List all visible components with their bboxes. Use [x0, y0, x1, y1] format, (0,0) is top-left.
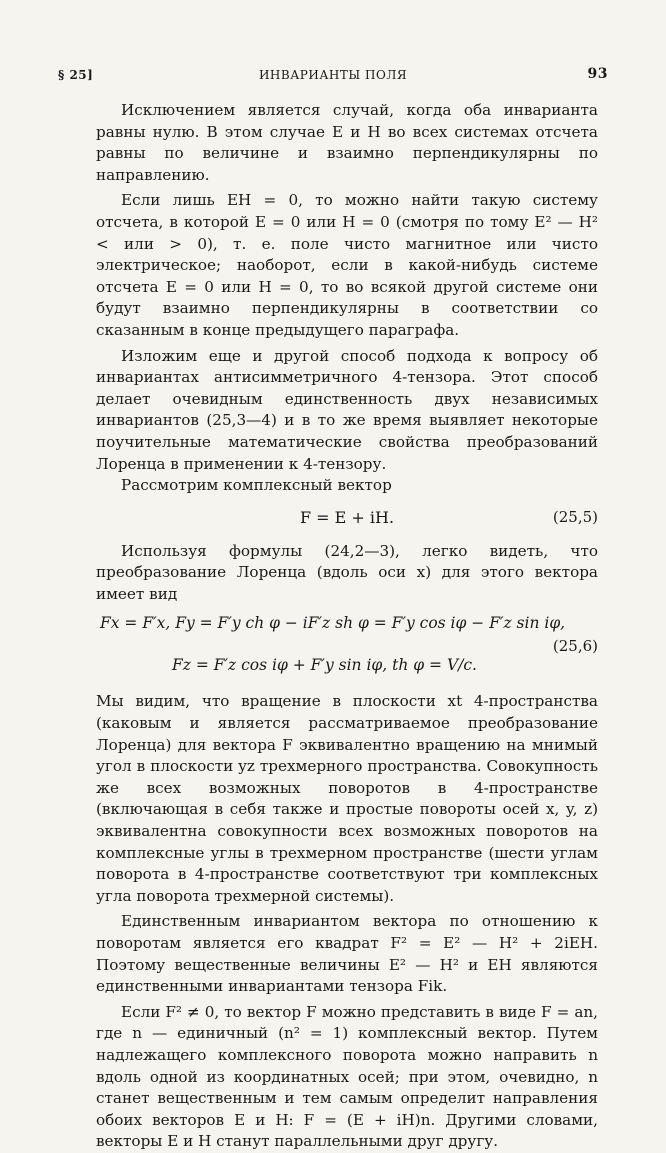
- paragraph-6: Мы видим, что вращение в плоскости xt 4-пространства (каковым и является рассматриваемое преобразование Лоренца) для вектора F эквивалентно вращению на мнимый угол в плоскости yz трехмерного пространства. Совокупность же всех возможных поворотов в 4-пространстве (включающая в себя также и простые повороты осей x, y, z) эквивалентна совокупности всех возможных поворотов на комплексные углы в трехмерном пространстве (шести углам поворота в 4-пространстве соответствуют три комплексных угла поворота трехмерной системы).: [96, 692, 598, 905]
- page-number: 93: [587, 66, 608, 82]
- paragraph-1: Исключением является случай, когда оба инварианта равны нулю. В этом случае E и H во всех системах отсчета равны по величине и взаимно перпендикулярны по направлению.: [96, 101, 598, 184]
- equation-25-6: [96, 605, 598, 687]
- paragraph-4: Рассмотрим комплексный вектор: [121, 476, 392, 495]
- equation-25-5: [96, 497, 598, 537]
- paragraph-5: Используя формулы (24,2—3), легко видеть, что преобразование Лоренца (вдоль оси x) для этого вектора имеет вид: [96, 541, 598, 603]
- equation-25-5-formula: F = E + iH.: [299, 507, 395, 527]
- page-body: [96, 100, 598, 1153]
- section-reference: § 25]: [58, 68, 94, 82]
- equation-25-6-line-1: Fx = F′x, Fy = F′y ch φ − iF′z sh φ = F′y cos iφ − F′z sin iφ,: [100, 614, 566, 633]
- equation-25-6-line-2: Fz = F′z cos iφ + F′y sin iφ, th φ = V/c.: [172, 656, 477, 675]
- paragraph-3: Изложим еще и другой способ подхода к вопросу об инвариантах антисимметричного 4-тензора. Этот способ делает очевидным единственность двух независимых инвариантов (25,3—4) и в то же время выявляет некоторые поучительные математические свойства преобразований Лоренца в применении к 4-тензору.: [96, 346, 598, 473]
- equation-25-6-number: (25,6): [552, 637, 598, 656]
- paragraph-2: Если лишь EH = 0, то можно найти такую систему отсчета, в которой E = 0 или H = 0 (смотря по тому E² — H² < или > 0), т. е. поле чисто магнитное или чисто электрическое; наоборот, если в какой-нибудь системе отсчета E = 0 или H = 0, то во всякой другой системе они будут взаимно перпендикулярны в соответствии со сказанным в конце предыдущего параграфа.: [96, 191, 598, 339]
- running-title: ИНВАРИАНТЫ ПОЛЯ: [258, 68, 408, 82]
- paragraph-8: Если F² ≠ 0, то вектор F можно представить в виде F = an, где n — единичный (n² = 1) комплексный вектор. Путем надлежащего комплексного поворота можно направить n вдоль одной из координатных осей; при этом, очевидно, n станет вещественным и тем самым определит направления обоих векторов E и H: F = (E + iH)n. Другими словами, векторы E и H станут параллельными друг другу.: [96, 1002, 598, 1151]
- paragraph-7: Единственным инвариантом вектора по отношению к поворотам является его квадрат F² = E² — H² + 2iEH. Поэтому вещественные величины E² — H² и EH являются единственными инвариантами тензора Fik.: [96, 912, 598, 996]
- page-header: [58, 64, 608, 86]
- equation-25-5-number: (25,5): [552, 507, 598, 526]
